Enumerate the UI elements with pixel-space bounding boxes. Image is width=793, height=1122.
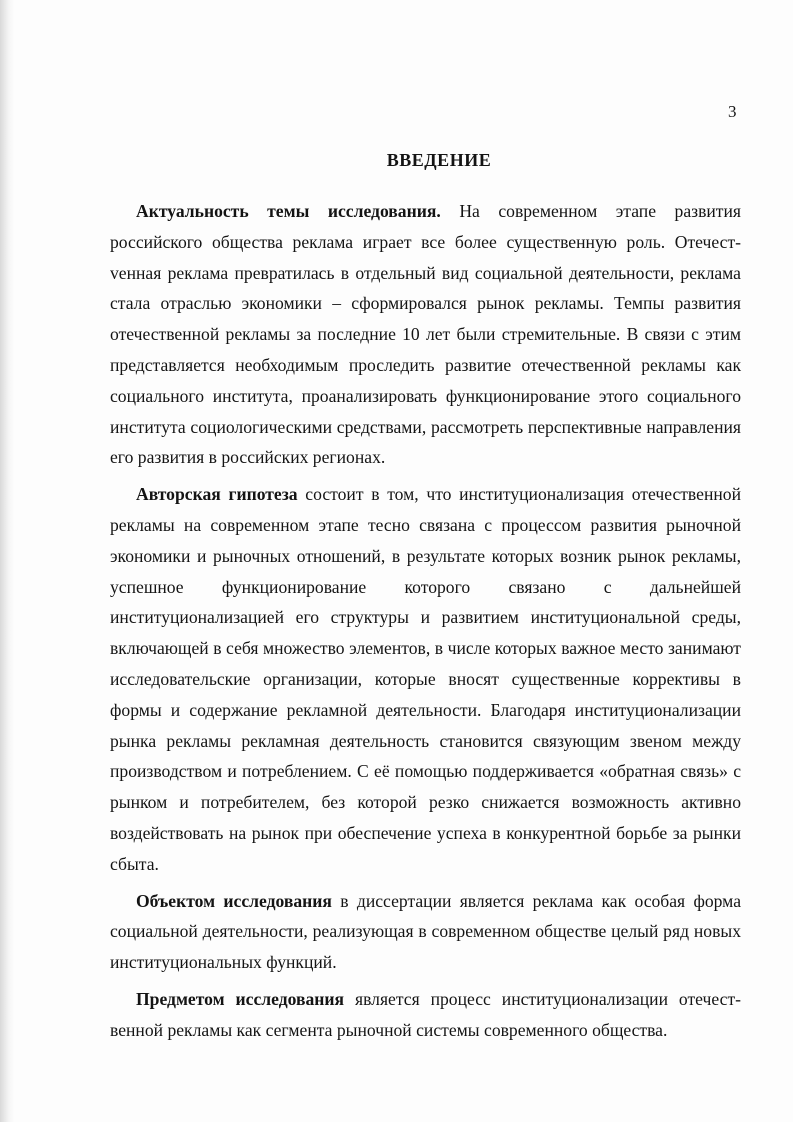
- paragraph-body: является процесс институционализации отечественной рекламы как сегмента рыночной системы современного общества.: [110, 988, 741, 1040]
- page-number: 3: [728, 102, 737, 121]
- paragraph-lead: Авторская гипотеза: [136, 484, 298, 505]
- paragraph-body: На современном этапе развития российского общества реклама играет все более существенную роль. Отечестvенная реклама превратилась в отдельный вид социальной деятельности, реклама стала отраслью экономики – сформировался рынок рекламы. Темпы развития отечественной рекламы за последние 10 лет были стремительные. В связи с этим представляется необходимым проследить развитие отечественной рекламы как социального института, проанализировать функционирование этого социального института социологическими средствами, рассмотреть перспективные направления его развития в российских регионах.: [110, 201, 741, 468]
- paragraph-body: состоит в том, что институционализация отечественной рекламы на современном этапе тесно связана с процессом развития рыночной экономики и рыночных отношений, в результате которых возник рынок рекламы, успешное функционирование которого связано с дальнейшей институционализацией его структуры и развитием институциональной среды, включающей в себя множество элементов, в числе которых важное место занимают исследовательские организации, которые вносят существенные коррективы в формы и содержание рекламной деятельности. Благодаря институционализации рынка рекламы рекламная деятельность становится связующим звеном между производством и потреблением. С её помощью поддерживается «обратная связь» с рынком и потребителем, без которой резко снижается возможность активно воздействовать на рынок при обеспечение успеха в конкурентной борьбе за рынки сбыта.: [110, 484, 741, 874]
- paragraph-lead: Предметом исследования: [136, 988, 345, 1009]
- paragraph-relevance: [110, 196, 741, 473]
- paragraph-lead: Объектом исследования: [136, 890, 332, 911]
- body-text: [110, 196, 741, 1046]
- paragraph-subject: [110, 984, 741, 1046]
- section-heading: ВВЕДЕНИЕ: [386, 150, 492, 170]
- paragraph-hypothesis: [110, 479, 741, 879]
- paragraph-lead: Актуальность темы исследования.: [136, 201, 441, 221]
- paragraph-object: [110, 886, 741, 978]
- paragraph-body: в диссертации является реклама как особая форма социальной деятельности, реализующая в современном обществе целый ряд новых институциональных функций.: [110, 890, 741, 973]
